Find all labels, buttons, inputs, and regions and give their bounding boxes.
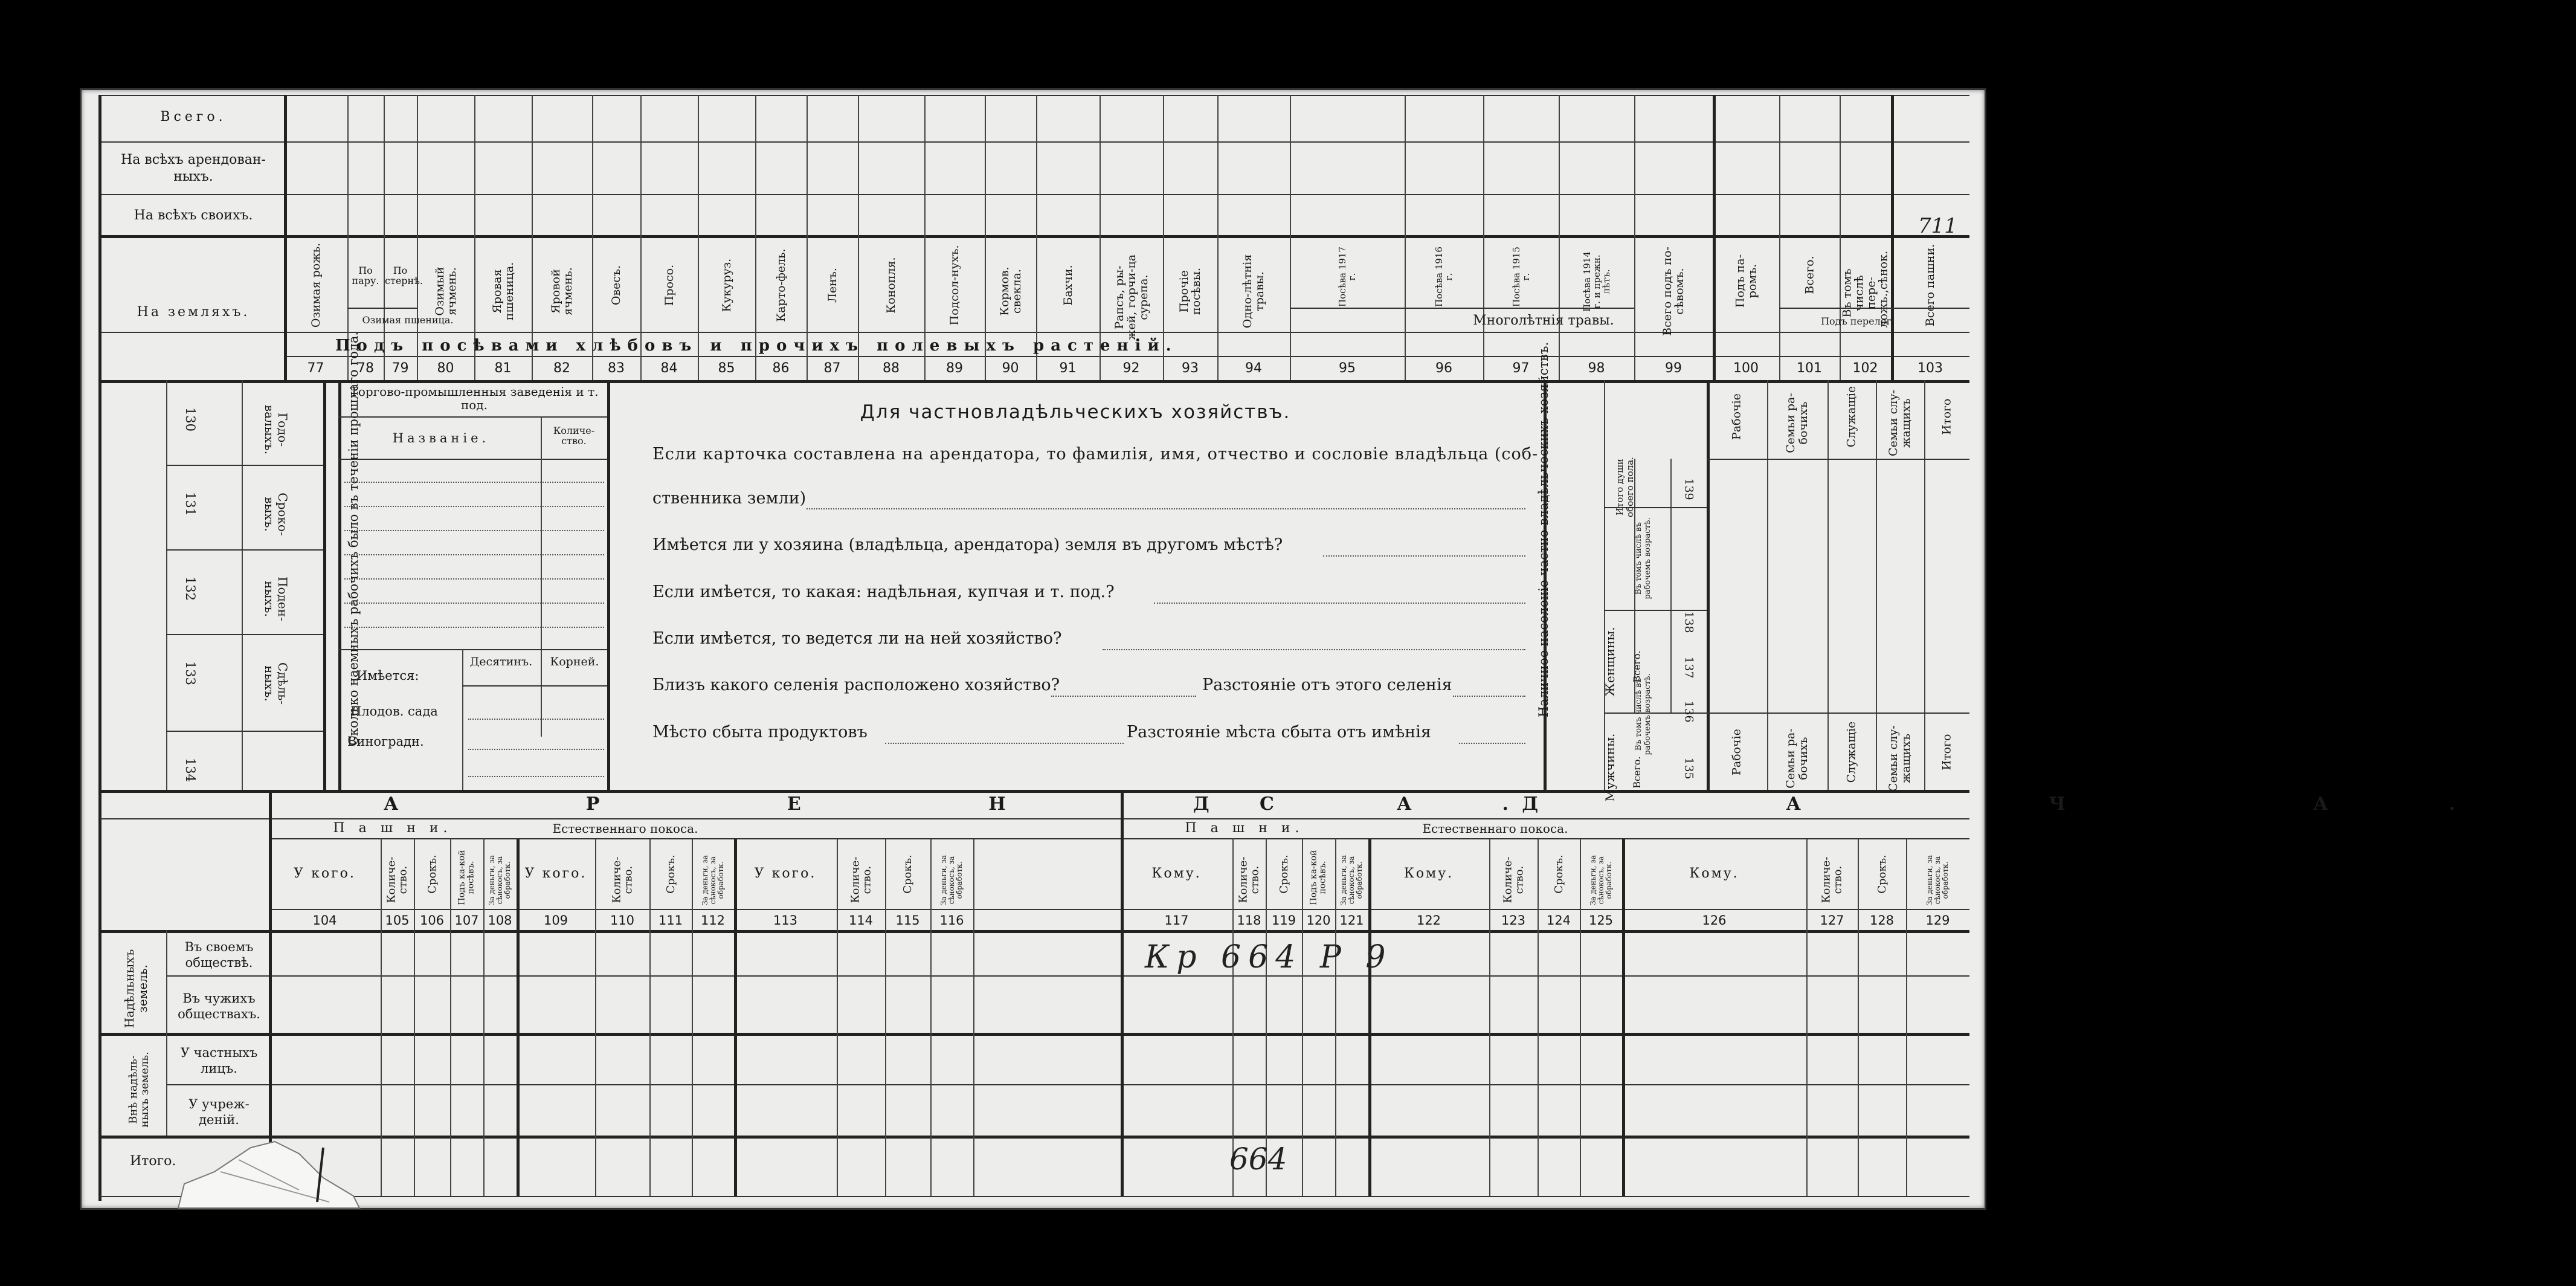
lease-column-divider: [1489, 838, 1490, 1196]
handwritten-total: 664: [1229, 1142, 1287, 1177]
crop-number: 95: [1339, 361, 1356, 376]
row-label-svoih: На всѣхъ своихъ.: [134, 208, 253, 223]
crop-header: Кормов. свекла.: [997, 267, 1023, 316]
trade-korney: Корней.: [550, 655, 599, 668]
vne-nadel-label: Внѣ надѣль-ныхъ земель.: [127, 1052, 151, 1128]
banner-posev: Подъ посѣвами хлѣбовъ и прочихъ полевыхъ растенiй.: [335, 337, 1178, 355]
crop-header: Посѣва 1915 г.: [1510, 247, 1531, 307]
lease-col-number: 114: [848, 913, 874, 928]
lease-col-number: 122: [1416, 913, 1441, 928]
lease-col-number: 121: [1339, 913, 1364, 928]
crop-number: 82: [553, 361, 570, 376]
livestock-number: 130: [183, 407, 198, 432]
crop-header: Посѣва 1917 г.: [1337, 247, 1357, 307]
trade-plodov: Плодов. сада: [350, 704, 438, 719]
lease-col-number: 126: [1702, 913, 1727, 928]
private-q3: Если имѣется, то какая: надѣльная, купчая и т. под.?: [652, 583, 1115, 601]
row-label-na-zemlyah: На земляхъ.: [137, 305, 250, 320]
population-number: 139: [1682, 478, 1696, 500]
lease-column-divider: [1368, 838, 1371, 1196]
crop-number: 91: [1059, 361, 1077, 376]
lease-col-number: 120: [1306, 913, 1331, 928]
crop-column-divider: [1840, 95, 1841, 380]
group-divider: [1779, 308, 1969, 309]
lease-col-number: 106: [419, 913, 445, 928]
nadel-label: Надѣльныхъ земель.: [122, 949, 150, 1029]
lease-column-divider: [885, 838, 886, 1196]
lease-col-header: Срокъ.: [1277, 854, 1290, 894]
lease-col-header: Количе-ство.: [610, 856, 634, 903]
crop-number: 86: [772, 361, 790, 376]
crop-number: 98: [1588, 361, 1605, 376]
population-col-top: Семьи слу-жащихъ: [1887, 390, 1913, 456]
lease-column-divider: [837, 838, 838, 1196]
crop-header: Яровая пшеница.: [490, 262, 516, 321]
lease-col-number: 112: [700, 913, 726, 928]
population-col-top: Итого: [1940, 398, 1953, 435]
lease-column-divider: [1858, 838, 1859, 1196]
lease-col-header: За деньги, за сѣнокосъ, за обработк.: [488, 855, 512, 905]
lease-group-pokos: Естественнаго покоса.: [552, 821, 698, 836]
private-q6a: Мѣсто сбыта продуктовъ: [652, 723, 868, 742]
lease-col-number: 116: [939, 913, 964, 928]
crop-column-divider: [1891, 95, 1894, 380]
private-title: Для частновладѣльческихъ хозяйствъ.: [860, 401, 1291, 423]
lease-group-divider: [1622, 838, 1969, 839]
population-number: 136: [1682, 700, 1696, 723]
crop-number: 80: [437, 361, 454, 376]
lease-col-header: Подъ ка-кой посѣвъ.: [457, 850, 476, 905]
population-col-bottom: Семьи ра-бочихъ: [1784, 728, 1810, 789]
crop-number: 90: [1002, 361, 1019, 376]
crop-header: Озимый ячмень.: [433, 267, 459, 316]
crop-header: Въ томъ числѣ пере-ложь.,сѣнок.: [1840, 250, 1890, 328]
lease-col-number: 123: [1501, 913, 1526, 928]
lease-column-divider: [930, 838, 932, 1196]
sdacha-group-pashni: П а ш н и.: [1185, 821, 1304, 836]
crop-number: 84: [660, 361, 678, 376]
crop-header: Посѣва 1916 г.: [1434, 247, 1454, 307]
private-q2: Имѣется ли у хозяина (владѣльца, арендатора) земля въ другомъ мѣстѣ?: [652, 535, 1283, 554]
handwritten-entry: Кр 664 Р 9: [1145, 939, 1393, 975]
population-col-bottom: Рабочiе: [1730, 729, 1744, 775]
lease-col-number: 125: [1588, 913, 1614, 928]
row-label-vsego: Всего.: [160, 109, 227, 124]
banner-arenda: А Р Е Н Д А.: [384, 793, 1599, 815]
population-title: Наличное населенiе частно-владѣльческихъ хозяйствъ.: [1536, 341, 1551, 717]
trade-qty-header: Количе-ство.: [553, 425, 595, 447]
livestock-label: Сдѣль-ныхъ.: [262, 662, 290, 705]
lease-column-divider: [649, 838, 651, 1196]
crop-header: Подъ па-ромъ.: [1733, 254, 1759, 308]
lease-column-divider: [517, 838, 520, 1196]
crop-header: Посѣва 1914 г. и прежн. лѣтъ.: [1581, 251, 1612, 312]
crop-column-divider: [1290, 95, 1291, 380]
crop-header: Подсол-нухъ.: [948, 245, 961, 326]
crop-header: Одно-лѣтнiя травы.: [1241, 254, 1266, 329]
row-svoem: Въ своемъ обществѣ.: [184, 940, 254, 970]
lease-group-pashni: П а ш н и.: [333, 821, 452, 836]
lease-col-number: 111: [658, 913, 683, 928]
crop-column-divider: [1405, 95, 1406, 380]
lease-column-divider: [973, 838, 974, 1196]
private-q5b: Разстоянiе отъ этого селенiя: [1202, 676, 1452, 694]
population-number: 138: [1682, 611, 1696, 633]
lease-column-divider: [414, 838, 415, 1196]
crop-header: Карто-фель.: [774, 248, 788, 322]
trade-name-header: Названiе.: [392, 431, 490, 445]
lease-column-divider: [450, 838, 451, 1196]
lease-col-header: За деньги, за сѣнокосъ, за обработк.: [1339, 855, 1364, 905]
sdacha-group-pokos: Естественнаго покоса.: [1422, 821, 1568, 836]
lease-col-number: 105: [385, 913, 410, 928]
lease-column-divider: [1335, 838, 1336, 1196]
private-q5a: Близъ какого селенiя расположено хозяйство?: [652, 676, 1060, 694]
lease-col-number: 128: [1869, 913, 1895, 928]
population-zhen-rabochie: Въ томъ числѣ въ рабочемъ возрастѣ.: [1634, 517, 1652, 599]
lease-col-number: 117: [1164, 913, 1189, 928]
crop-header: Конопля.: [884, 257, 898, 314]
lease-column-divider: [1622, 838, 1625, 1196]
trade-title: Торгово-промышленныя заведенiя и т. под.: [350, 384, 599, 412]
crop-column-divider: [1483, 95, 1484, 380]
crop-header: Кукуруз.: [720, 258, 733, 312]
private-q6b: Разстоянiе мѣста сбыта отъ имѣнiя: [1127, 723, 1431, 742]
crop-number: 88: [883, 361, 900, 376]
crop-column-divider: [1559, 95, 1560, 380]
lease-col-header: За деньги, за сѣнокосъ, за обработк.: [1925, 855, 1950, 905]
lease-col-header: Кому.: [1403, 866, 1454, 881]
handwritten-corner: 711: [1918, 214, 1957, 238]
census-card: [80, 88, 2576, 1210]
crop-column-divider: [1779, 95, 1780, 380]
livestock-number: 134: [183, 757, 198, 783]
trade-imeetsya: Имѣется:: [356, 668, 419, 683]
lease-col-number: 127: [1820, 913, 1844, 928]
private-q1a: Если карточка составлена на арендатора, то фамилiя, имя, отчество и сословiе владѣльца (соб-: [652, 445, 1539, 464]
group-mnog: Многолѣтнiя травы.: [1473, 313, 1614, 328]
crop-header: Всего пашни.: [1924, 244, 1937, 327]
row-label-arenda: На всѣхъ арендован-ныхъ.: [121, 152, 266, 184]
lease-col-number: 115: [895, 913, 920, 928]
trade-desyatin: Десятинъ.: [469, 655, 533, 668]
lease-col-header: Срокъ.: [1552, 854, 1565, 894]
livestock-number: 132: [183, 576, 198, 601]
lease-column-divider: [483, 838, 485, 1196]
row-chastnyh: У частныхъ лицъ.: [180, 1045, 258, 1076]
lease-col-header: За деньги, за сѣнокосъ, за обработк.: [700, 855, 725, 905]
private-q1b: ственника земли): [652, 489, 807, 508]
crop-header: Прочiе посѣвы.: [1177, 267, 1203, 315]
crop-number: 100: [1733, 361, 1759, 376]
population-number: 137: [1682, 656, 1696, 679]
lease-column-divider: [692, 838, 693, 1196]
crop-number: 85: [718, 361, 735, 376]
livestock-label: Годо-валыхъ.: [262, 404, 290, 455]
crop-header: Яровой ячмень.: [549, 267, 575, 315]
population-muzh-rabochie: Въ томъ числѣ въ рабочемъ возрастѣ.: [1634, 673, 1652, 755]
crop-number: 93: [1182, 361, 1199, 376]
banner-sdacha: С Д А Ч А.: [1260, 793, 2576, 815]
group-divider: [1290, 308, 1634, 309]
row-chuzhih: Въ чужихъ обществахъ.: [178, 991, 260, 1021]
group-perelog: Подъ перелог.: [1821, 315, 1895, 327]
crop-number: 97: [1512, 361, 1530, 376]
crop-number: 102: [1852, 361, 1878, 376]
lease-col-header: Количе-ство.: [1820, 856, 1844, 903]
crop-header: Просо.: [662, 264, 676, 306]
crop-number: 99: [1665, 361, 1682, 376]
crop-number: 101: [1797, 361, 1822, 376]
lease-col-number: 109: [543, 913, 568, 928]
crop-column-divider: [1634, 95, 1635, 380]
crop-number: 103: [1918, 361, 1943, 376]
crop-number: 87: [823, 361, 841, 376]
crop-column-divider: [1217, 95, 1219, 380]
trade-vinograd: Виноградн.: [347, 734, 424, 749]
crop-header: Всего.: [1803, 255, 1816, 294]
crop-header: По стернѣ.: [385, 265, 423, 286]
crop-number: 92: [1122, 361, 1140, 376]
lease-col-header: Срокъ.: [901, 854, 914, 894]
lease-col-header: Количе-ство.: [849, 856, 873, 903]
lease-col-header: Срокъ.: [425, 854, 439, 894]
crop-number: 78: [357, 361, 374, 376]
population-col-top: Служащiе: [1844, 386, 1858, 448]
lease-col-header: За деньги, за сѣнокосъ, за обработк.: [1588, 855, 1613, 905]
lease-col-number: 113: [773, 913, 798, 928]
livestock-number: 131: [183, 491, 198, 517]
population-muzh: Мужчины.: [1603, 733, 1617, 802]
population-number: 135: [1682, 757, 1696, 780]
lease-col-number: 110: [610, 913, 635, 928]
livestock-label: Сроко-выхъ.: [262, 493, 290, 536]
lease-col-header: У кого.: [294, 866, 356, 881]
torn-corner-decoration: [178, 1111, 359, 1208]
lease-col-number: 107: [454, 913, 479, 928]
population-col-bottom: Итого: [1940, 734, 1953, 771]
lease-col-header: У кого.: [754, 866, 817, 881]
livestock-label: Поден-ныхъ.: [262, 577, 290, 621]
lease-col-header: Подъ ка-кой посѣвъ.: [1309, 850, 1328, 905]
crop-number: 96: [1435, 361, 1452, 376]
crop-number: 77: [307, 361, 324, 376]
group-divider: [347, 308, 417, 309]
lease-col-number: 119: [1271, 913, 1296, 928]
lease-col-number: 118: [1237, 913, 1261, 928]
lease-col-number: 104: [312, 913, 337, 928]
lease-column-divider: [1538, 838, 1539, 1196]
crop-header: Ленъ.: [825, 268, 839, 303]
lease-column-divider: [1906, 838, 1907, 1196]
lease-column-divider: [381, 838, 382, 1196]
population-col-top: Рабочiе: [1730, 393, 1744, 440]
lease-group-divider: [1368, 838, 1622, 839]
lease-col-header: Срокъ.: [664, 854, 677, 894]
row-uchrezh: У учреж-денiй.: [188, 1097, 250, 1127]
lease-column-divider: [734, 838, 737, 1196]
crop-number: 83: [608, 361, 625, 376]
crop-column-divider: [1713, 95, 1716, 380]
crop-header: Рапсъ, ры-жей, горчи-ца сурепа.: [1112, 254, 1150, 341]
lease-col-header: Кому.: [1151, 866, 1202, 881]
row-itogo: Итого.: [130, 1154, 176, 1169]
lease-col-number: 124: [1546, 913, 1571, 928]
lease-column-divider: [595, 838, 596, 1196]
population-col-top: Семьи ра-бочихъ: [1784, 393, 1810, 453]
private-q4: Если имѣется, то ведется ли на ней хозяйство?: [652, 629, 1062, 648]
crop-header: Всего подъ по-сѣвомъ.: [1661, 247, 1686, 336]
lease-column-divider: [1302, 838, 1303, 1196]
population-muzh-vsego: Всего.: [1631, 756, 1643, 789]
lease-col-header: Количе-ство.: [1237, 856, 1261, 903]
group-ozim: Озимая пшеница.: [362, 314, 454, 326]
population-col-bottom: Служащiе: [1844, 721, 1858, 783]
crop-header: По пару.: [352, 265, 379, 286]
lease-col-header: Кому.: [1689, 866, 1739, 881]
crop-header: Овесъ.: [610, 265, 623, 306]
lease-col-number: 129: [1925, 913, 1950, 928]
population-itogo: Итого души обоего пола.: [1614, 457, 1635, 517]
lease-column-divider: [1580, 838, 1581, 1196]
population-col-bottom: Семьи слу-жащихъ: [1887, 725, 1913, 792]
crop-number: 81: [494, 361, 512, 376]
livestock-number: 133: [183, 661, 198, 686]
lease-col-header: У кого.: [524, 866, 587, 881]
lease-group-divider: [517, 838, 734, 839]
crop-number: 94: [1245, 361, 1262, 376]
lease-col-header: Количе-ство.: [1501, 856, 1525, 903]
lease-col-header: Количе-ство.: [385, 856, 410, 903]
population-zhen-vsego: Всего.: [1631, 650, 1643, 683]
crop-number: 89: [946, 361, 963, 376]
lease-col-number: 108: [488, 913, 512, 928]
crop-number: 79: [391, 361, 409, 376]
crop-header: Бахчи.: [1061, 265, 1075, 306]
lease-col-header: За деньги, за сѣнокосъ, за обработк.: [939, 855, 964, 905]
lease-col-header: Срокъ.: [1875, 854, 1889, 894]
lease-column-divider: [1806, 838, 1808, 1196]
lease-group-divider: [734, 838, 1121, 839]
crop-header: Озимая рожь.: [309, 242, 323, 328]
hired-workers-label: Сколько наемныхъ рабочихъ было въ теченiи прошлаго года.: [346, 331, 361, 746]
population-zhen: Женщины.: [1603, 627, 1617, 697]
